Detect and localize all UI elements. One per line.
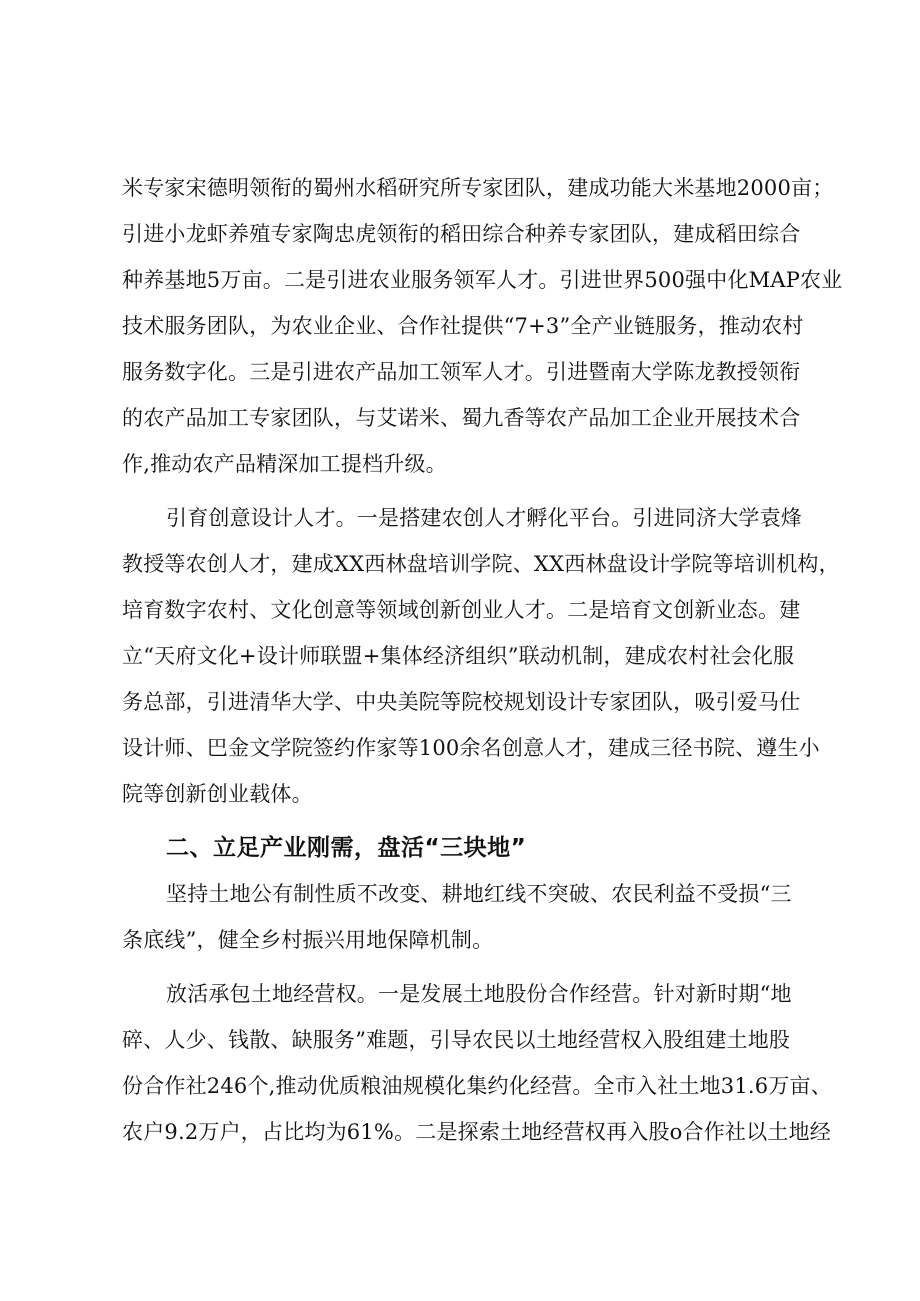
paragraph-line: 引育创意设计人才。一是搭建农创人才孵化平台。引进同济大学袁烽 xyxy=(166,506,802,530)
paragraph-line: 碎、人少、钱散、缺服务”难题，引导农民以土地经营权入股组建土地股 xyxy=(122,1028,791,1052)
document-body xyxy=(122,165,843,1155)
paragraph-line: 服务数字化。三是引进农产品加工领军人才。引进暨南大学陈龙教授领衔 xyxy=(122,360,801,384)
paragraph-3 xyxy=(122,871,822,963)
paragraph-line: 放活承包土地经营权。一是发展土地股份合作经营。针对新时期“地 xyxy=(166,982,792,1006)
paragraph-line: 农户9.2万户，占比均为61%。二是探索土地经营权再入股o合作社以土地经 xyxy=(122,1120,831,1144)
paragraph-4 xyxy=(122,971,832,1155)
paragraph-line: 院等创新创业载体。 xyxy=(122,782,313,806)
paragraph-line: 种养基地5万亩。二是引进农业服务领军人才。引进世界500强中化MAP农业 xyxy=(122,268,843,292)
paragraph-line: 坚持土地公有制性质不改变、耕地红线不突破、农民利益不受损“三 xyxy=(166,882,792,906)
paragraph-line: 的农产品加工专家团队，与艾诺米、蜀九香等农产品加工企业开展技术合 xyxy=(122,406,801,430)
paragraph-line: 引进小龙虾养殖专家陶忠虎领衔的稻田综合种养专家团队，建成稻田综合 xyxy=(122,222,801,246)
paragraph-line: 设计师、巴金文学院签约作家等100余名创意人才，建成三径书院、遵生小 xyxy=(122,736,820,760)
paragraph-line: 份合作社246个,推动优质粮油规模化集约化经营。全市入社土地31.6万亩、 xyxy=(122,1074,832,1098)
paragraph-line: 立“天府文化+设计师联盟+集体经济组织”联动机制，建成农村社会化服 xyxy=(122,644,795,668)
paragraph-line: 务总部，引进清华大学、中央美院等院校规划设计专家团队，吸引爱马仕 xyxy=(122,690,801,714)
paragraph-line: 培育数字农村、文化创意等领域创新创业人才。二是培育文创新业态。建 xyxy=(122,598,801,622)
paragraph-line: 教授等农创人才，建成XX西林盘培训学院、XX西林盘设计学院等培训机构， xyxy=(122,552,840,576)
section-heading: 二、立足产业刚需，盘活“三块地” xyxy=(166,835,527,861)
paragraph-1 xyxy=(122,165,843,487)
paragraph-line: 米专家宋德明领衔的蜀州水稻研究所专家团队，建成功能大米基地2000亩； xyxy=(122,176,834,200)
paragraph-line: 技术服务团队，为农业企业、合作社提供“7+3”全产业链服务，推动农村 xyxy=(122,314,804,338)
paragraph-2 xyxy=(122,495,840,817)
paragraph-line: 条底线”，健全乡村振兴用地保障机制。 xyxy=(122,928,494,952)
paragraph-line: 作,推动农产品精深加工提档升级。 xyxy=(122,452,447,476)
